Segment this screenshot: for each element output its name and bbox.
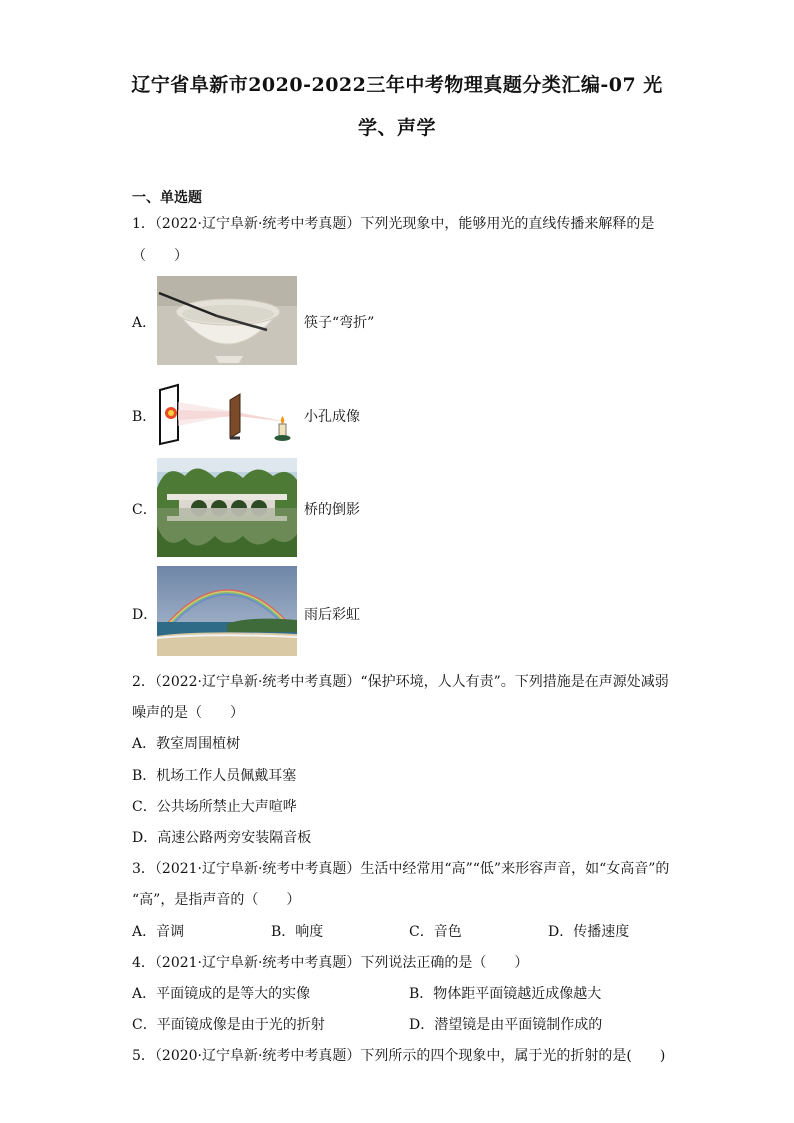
q1-stem-line2: （ ）	[132, 248, 188, 264]
q5-stem-line1: 5．（2020·辽宁阜新·统考中考真题）下列所示的四个现象中，属于光的折射的是( )	[132, 1048, 666, 1064]
q3-option-b: B．响度	[271, 924, 324, 940]
q3-option-c: C．音色	[409, 924, 462, 940]
document-title-line2: 学、声学	[357, 117, 436, 139]
section-heading: 一、单选题	[132, 190, 202, 206]
q4-stem-line1: 4．（2021·辽宁阜新·统考中考真题）下列说法正确的是（ ）	[132, 955, 529, 971]
document-title-line1: 辽宁省阜新市2020-2022三年中考物理真题分类汇编-07 光	[131, 74, 663, 96]
q1-option-d-letter: D．	[132, 607, 158, 623]
rainbow-image	[157, 566, 297, 656]
q1-stem-line1: 1．（2022·辽宁阜新·统考中考真题）下列光现象中，能够用光的直线传播来解释的是	[132, 216, 655, 232]
q2-option-b: B．机场工作人员佩戴耳塞	[132, 768, 297, 784]
q4-option-d: D．潜望镜是由平面镜制作成的	[409, 1017, 603, 1033]
pinhole-image	[157, 382, 297, 446]
q2-stem-line2: 噪声的是（ ）	[132, 705, 244, 721]
q2-option-d: D．高速公路两旁安装隔音板	[132, 830, 312, 846]
q2-option-c: C．公共场所禁止大声喧哗	[132, 799, 297, 815]
q2-stem-line1: 2．（2022·辽宁阜新·统考中考真题）“保护环境，人人有责”。下列措施是在声源处减弱	[132, 674, 669, 690]
bridge-reflection-image	[157, 458, 297, 557]
q1-option-c-caption: 桥的倒影	[304, 502, 360, 518]
chopstick-bowl-image	[157, 276, 297, 365]
q3-option-d: D．传播速度	[548, 924, 630, 940]
q2-option-a: A．教室周围植树	[132, 736, 241, 752]
q1-option-d-caption: 雨后彩虹	[304, 607, 360, 623]
q1-option-c-letter: C．	[132, 502, 157, 518]
q4-option-c: C．平面镜成像是由于光的折射	[132, 1017, 325, 1033]
q3-stem-line1: 3．（2021·辽宁阜新·统考中考真题）生活中经常用“高”“低”来形容声音，如“女高音”的	[132, 861, 670, 877]
q4-option-a: A．平面镜成的是等大的实像	[132, 986, 311, 1002]
q3-stem-line2: “高”，是指声音的（ ）	[132, 892, 301, 908]
q1-option-a-letter: A．	[132, 315, 157, 331]
q1-option-b-letter: B．	[132, 409, 157, 425]
q3-option-a: A．音调	[132, 924, 185, 940]
q1-option-b-caption: 小孔成像	[304, 409, 360, 425]
q1-option-a-caption: 筷子“弯折”	[304, 315, 375, 331]
q4-option-b: B．物体距平面镜越近成像越大	[409, 986, 602, 1002]
